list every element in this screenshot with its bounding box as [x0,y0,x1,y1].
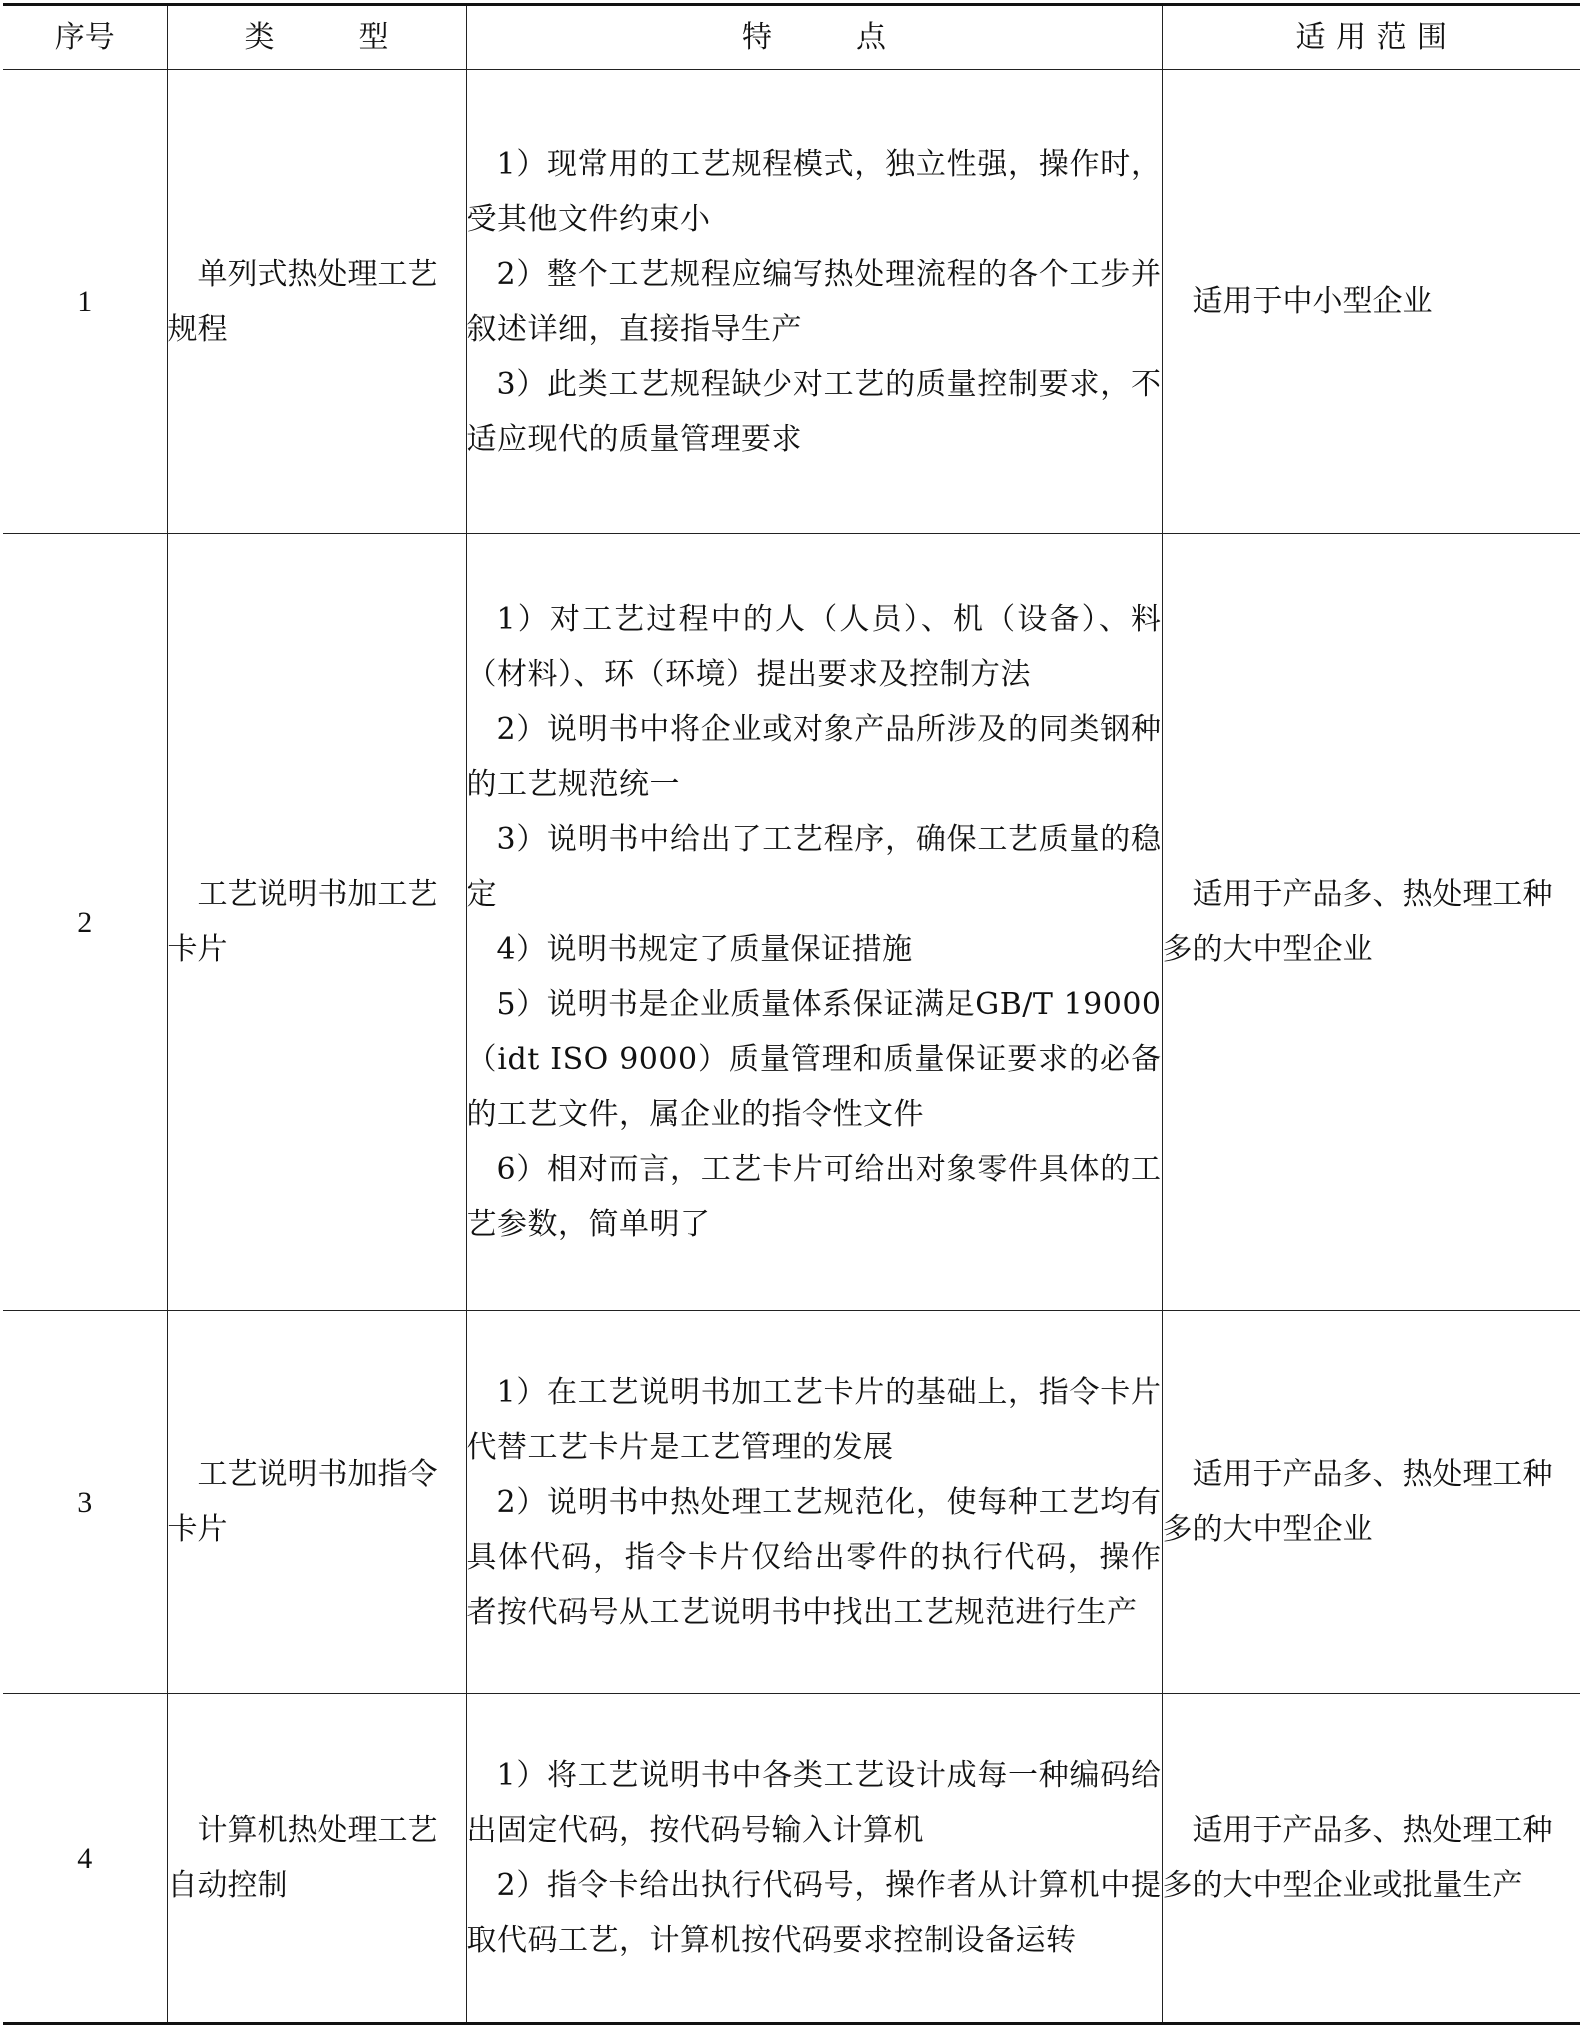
header-features: 特 点 [466,5,1162,70]
feature-item: 1）在工艺说明书加工艺卡片的基础上，指令卡片代替工艺卡片是工艺管理的发展 [466,1374,1162,1465]
table-row [3,1694,1580,2024]
table-row [3,70,1580,534]
row-index: 4 [3,1694,167,2024]
row-type: 单列式热处理工艺规程 [167,70,466,534]
header-scope: 适用范围 [1162,5,1580,70]
feature-item: 3）此类工艺规程缺少对工艺的质量控制要求，不适应现代的质量管理要求 [466,366,1162,457]
feature-item: 4）说明书规定了质量保证措施 [496,932,913,967]
row-type: 计算机热处理工艺自动控制 [167,1694,466,2024]
table-row [3,1311,1580,1694]
feature-item: 2）说明书中热处理工艺规范化，使每种工艺均有具体代码，指令卡片仅给出零件的执行代码，操作者按代码号从工艺说明书中找出工艺规范进行生产 [466,1484,1162,1630]
row-scope: 适用于产品多、热处理工种多的大中型企业 [1162,534,1580,1311]
feature-item: 2）说明书中将企业或对象产品所涉及的同类钢种的工艺规范统一 [466,712,1162,802]
row-index: 1 [3,70,167,534]
row-features [466,70,1162,534]
feature-item: 2）整个工艺规程应编写热处理流程的各个工步并叙述详细，直接指导生产 [466,256,1162,347]
row-index: 2 [3,534,167,1311]
row-features [466,1311,1162,1694]
row-scope: 适用于产品多、热处理工种多的大中型企业或批量生产 [1162,1694,1580,2024]
feature-item: 5）说明书是企业质量体系保证满足GB/T 19000（idt ISO 9000）质量管理和质量保证要求的必备的工艺文件，属企业的指令性文件 [466,987,1162,1132]
table-header-row [3,5,1580,70]
row-scope: 适用于中小型企业 [1162,70,1580,534]
row-scope: 适用于产品多、热处理工种多的大中型企业 [1162,1311,1580,1694]
row-features [466,1694,1162,2024]
header-type: 类 型 [167,5,466,70]
row-index: 3 [3,1311,167,1694]
header-index: 序号 [3,5,167,70]
feature-item: 2）指令卡给出执行代码号，操作者从计算机中提取代码工艺，计算机按代码要求控制设备运转 [466,1868,1162,1958]
process-spec-table [3,3,1580,2025]
feature-item: 6）相对而言，工艺卡片可给出对象零件具体的工艺参数，简单明了 [466,1152,1162,1242]
feature-item: 1）对工艺过程中的人（人员）、机（设备）、料（材料）、环（环境）提出要求及控制方法 [466,602,1162,692]
row-features [466,534,1162,1311]
feature-item: 1）将工艺说明书中各类工艺设计成每一种编码给出固定代码，按代码号输入计算机 [466,1758,1162,1848]
feature-item: 3）说明书中给出了工艺程序，确保工艺质量的稳定 [466,822,1162,912]
row-type: 工艺说明书加工艺卡片 [167,534,466,1311]
row-type: 工艺说明书加指令卡片 [167,1311,466,1694]
feature-item: 1）现常用的工艺规程模式，独立性强，操作时，受其他文件约束小 [466,146,1162,237]
table-row [3,534,1580,1311]
